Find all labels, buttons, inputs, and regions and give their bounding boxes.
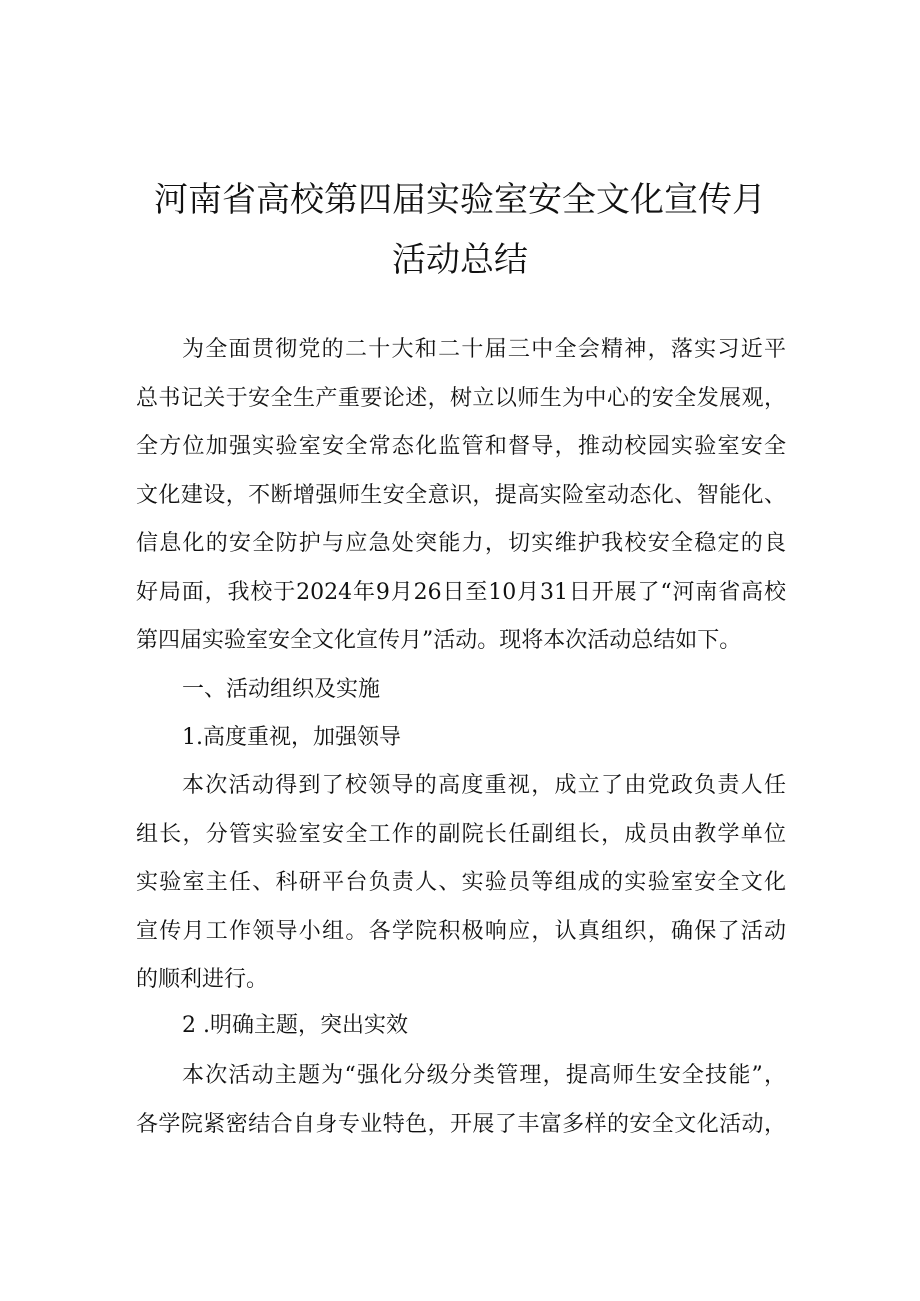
intro-paragraph [136,326,786,666]
paragraph-line: 本次活动主题为“强化分级分类管理，提高师生安全技能”， [182,1063,786,1088]
paragraph-line: 信息化的安全防护与应急处突能力，切实维护我校安全稳定的良 [136,531,786,556]
paragraph-line: 各学院紧密结合自身专业特色，开展了丰富多样的安全文化活动， [136,1111,786,1137]
paragraph-line: 实验室主任、科研平台负责人、实验员等组成的实验室安全文化 [136,870,786,895]
subsection-heading: 1.高度重视，加强领导 [182,725,401,750]
paragraph-line: 本次活动得到了校领导的高度重视，成立了由党政负责人任 [182,773,786,798]
subsection-2-paragraph [136,1052,786,1149]
document-title-line-2: 活动总结 [392,240,528,280]
paragraph-line: 为全面贯彻党的二十大和二十届三中全会精神，落实习近平 [182,337,786,362]
paragraph-line: 组长，分管实验室安全工作的副院长任副组长，成员由教学单位 [136,821,786,847]
paragraph-line: 文化建设，不断增强师生安全意识，提高实险室动态化、智能化、 [136,482,786,508]
paragraph-line: 宣传月工作领导小组。各学院积极响应，认真组织，确保了活动 [136,918,786,944]
subsection-1-paragraph [136,762,786,1005]
paragraph-line: 好局面，我校于2024年9月26日至10月31日开展了“河南省高校 [136,579,786,605]
section-heading: 一、活动组织及实施 [182,677,381,702]
paragraph-line: 第四届实验室安全文化宣传月”活动。现将本次活动总结如下。 [136,628,742,653]
paragraph-line: 全方位加强实验室安全常态化监管和督导，推动校园实验室安全 [136,434,786,459]
paragraph-line: 的顺利进行。 [136,967,269,992]
document-title-line-1: 河南省高校第四届实验室安全文化宣传月 [154,180,766,220]
subsection-heading: 2 .明确主题，突出实效 [182,1013,408,1038]
paragraph-line: 总书记关于安全生产重要论述，树立以师生为中心的安全发展观， [136,385,786,411]
